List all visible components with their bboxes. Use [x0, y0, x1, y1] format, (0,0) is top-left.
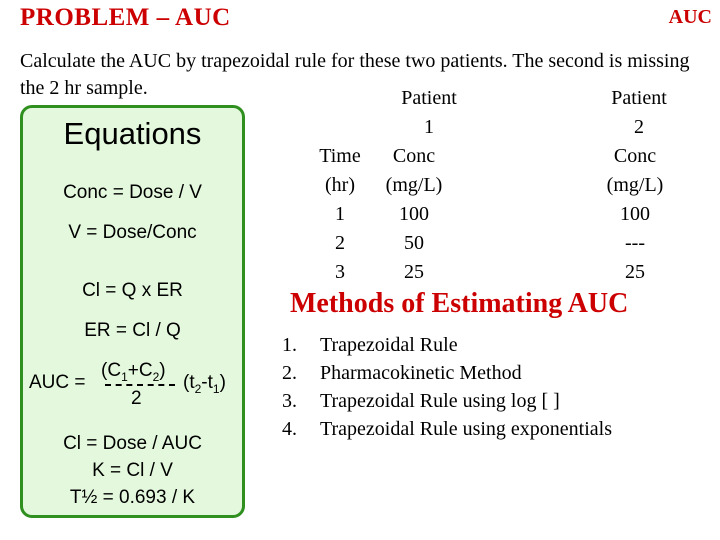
- table-cell: 100: [399, 203, 429, 225]
- auc-trapezoid-formula: [23, 360, 242, 420]
- patient1-column: [370, 142, 458, 287]
- table-cell: 50: [404, 232, 424, 254]
- corner-label: AUC: [668, 6, 712, 28]
- auc-denominator: 2: [131, 388, 142, 409]
- list-item: 1. Trapezoidal Rule: [282, 334, 458, 356]
- patient1-conc-label: Conc: [392, 145, 436, 167]
- table-cell: 100: [620, 203, 650, 225]
- table-cell: 3: [335, 261, 345, 283]
- table-cell: 25: [404, 261, 424, 283]
- fraction-bar: [105, 384, 175, 386]
- patient2-column: [580, 142, 690, 287]
- equations-title: Equations: [63, 116, 202, 151]
- list-item: 2. Pharmacokinetic Method: [282, 362, 522, 384]
- time-column-unit: (hr): [325, 174, 355, 196]
- patient2-conc-unit: (mg/L): [606, 174, 664, 196]
- table-cell: 2: [335, 232, 345, 254]
- slide-title: PROBLEM – AUC: [20, 4, 231, 31]
- auc-lhs: AUC =: [29, 372, 86, 393]
- list-item: 3. Trapezoidal Rule using log [ ]: [282, 390, 560, 412]
- time-column-label: Time: [319, 145, 361, 167]
- table-cell: 1: [335, 203, 345, 225]
- equation-conc: Conc = Dose / V: [63, 182, 202, 203]
- auc-numerator: $(C_1+C_2)$: [101, 360, 166, 384]
- patient1-header: Patient 1: [401, 87, 457, 138]
- equation-extraction-ratio: ER = Cl / Q: [84, 320, 181, 341]
- problem-statement: Calculate the AUC by trapezoidal rule for these two patients. The second is missing the 2 hr sample.: [20, 50, 690, 99]
- equation-k: K = Cl / V: [92, 460, 173, 481]
- table-cell: ---: [625, 232, 645, 254]
- table-cell: 25: [625, 261, 645, 283]
- auc-time-interval: $(t_2-t_1)$: [183, 372, 226, 396]
- equation-volume: V = Dose/Conc: [68, 222, 197, 243]
- patient1-conc-unit: (mg/L): [385, 174, 443, 196]
- equation-cl-dose-auc: Cl = Dose / AUC: [63, 433, 202, 454]
- equation-half-life: T½ = 0.693 / K: [69, 487, 196, 508]
- patient2-header: Patient 2: [611, 87, 667, 138]
- patient2-conc-label: Conc: [613, 145, 657, 167]
- equations-panel: [20, 105, 245, 518]
- time-column: [308, 142, 372, 287]
- list-item: 4. Trapezoidal Rule using exponentials: [282, 418, 612, 440]
- equation-clearance: Cl = Q x ER: [82, 280, 183, 301]
- methods-title: Methods of Estimating AUC: [290, 288, 629, 319]
- methods-list: [282, 331, 612, 443]
